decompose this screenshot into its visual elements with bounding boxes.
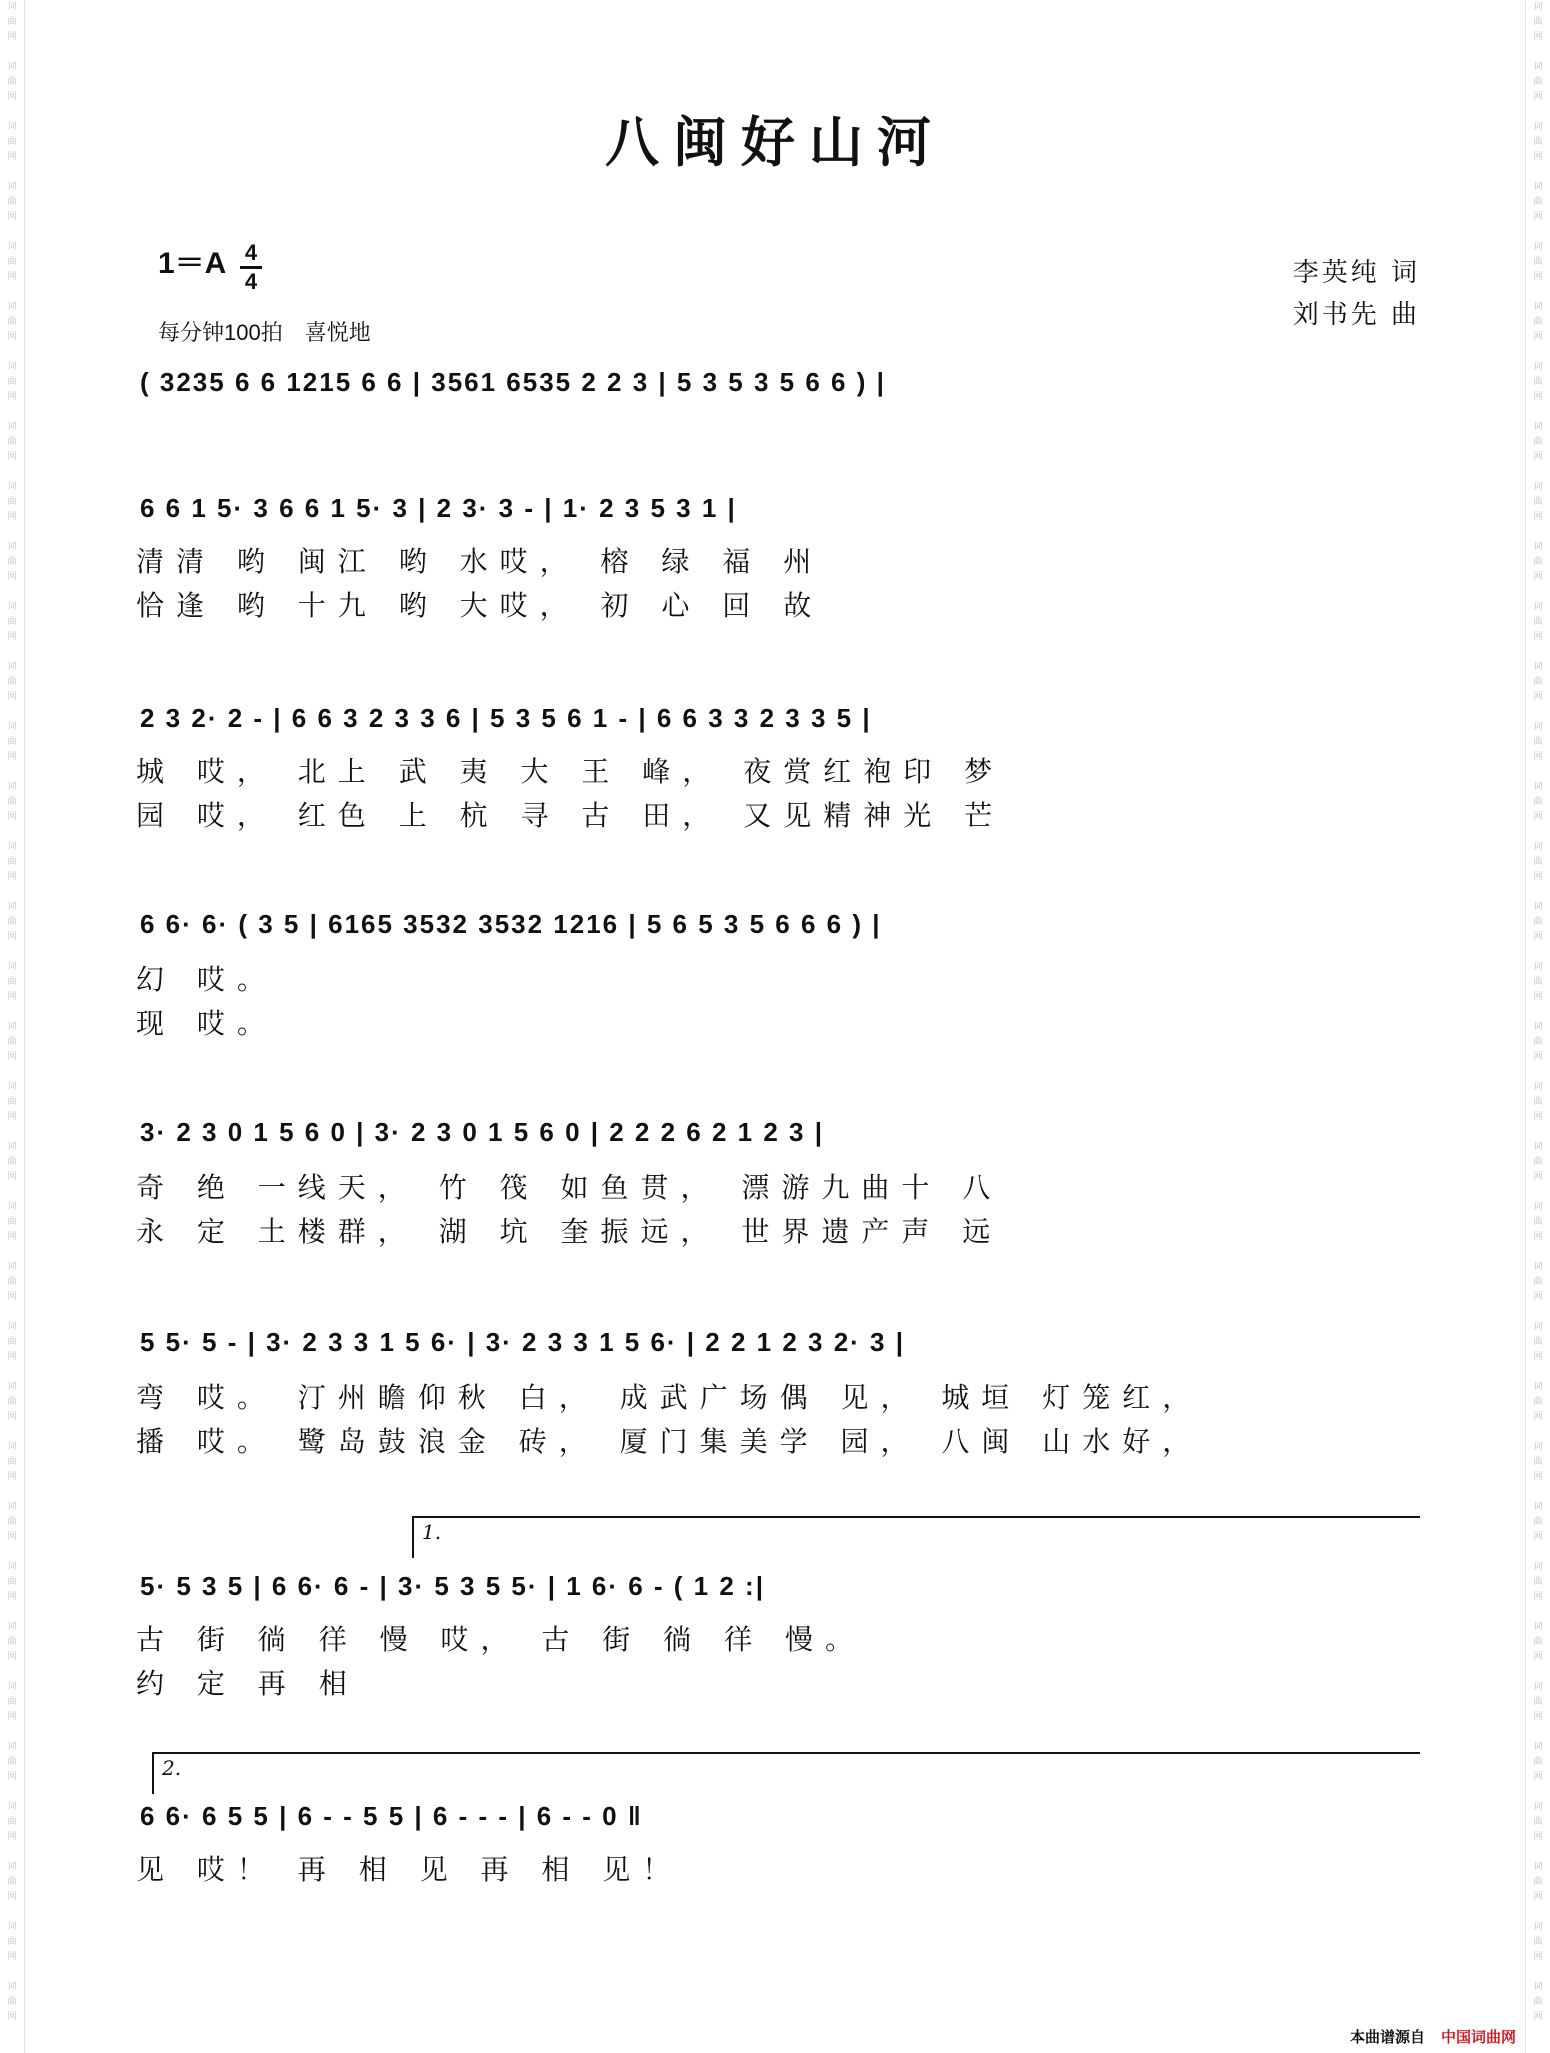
watermark-text: 词 曲 网	[7, 722, 17, 762]
lyric-verse-1: 古 街 徜 徉 慢 哎， 古 街 徜 徉 慢。	[136, 1623, 866, 1656]
watermark-text: 词 曲 网	[7, 602, 17, 642]
watermark-text: 词 曲 网	[1533, 302, 1543, 342]
watermark-text: 词 曲 网	[1533, 1622, 1543, 1662]
watermark-text: 词 曲 网	[7, 1682, 17, 1722]
watermark-text: 词 曲 网	[1533, 842, 1543, 882]
watermark-text: 词 曲 网	[1533, 1802, 1543, 1842]
score-system-1	[140, 362, 1422, 402]
watermark-text: 词 曲 网	[1533, 1262, 1543, 1302]
watermark-text: 词 曲 网	[7, 662, 17, 702]
watermark-text: 词 曲 网	[7, 1742, 17, 1782]
lyric-verse-2: 永 定 土楼群， 湖 坑 奎振远， 世界遗产声 远	[136, 1215, 1003, 1248]
watermark-text: 词 曲 网	[7, 1802, 17, 1842]
watermark-text: 词 曲 网	[1533, 1442, 1543, 1482]
watermark-text: 词 曲 网	[7, 1922, 17, 1962]
notation-line: 5 5· 5 - | 3· 2 3 3 1 5 6· | 3· 2 3 3 1 5 6· | 2 2 1 2 3 2· 3 |	[140, 1327, 906, 1357]
watermark-text: 词 曲 网	[7, 782, 17, 822]
watermark-text: 词 曲 网	[1533, 902, 1543, 942]
score-system-6	[140, 1322, 1422, 1362]
tempo-marking: 每分钟100拍 喜悦地	[158, 320, 371, 345]
lyric-verse-1: 见 哎！ 再 相 见 再 相 见！	[136, 1853, 683, 1886]
time-signature	[240, 240, 262, 295]
watermark-text: 词 曲 网	[1533, 1742, 1543, 1782]
notation-line: 3· 2 3 0 1 5 6 0 | 3· 2 3 0 1 5 6 0 | 2 2 2 6 2 1 2 3 |	[140, 1117, 824, 1147]
watermark-text: 词 曲 网	[1533, 542, 1543, 582]
key-signature: 1＝A	[158, 247, 227, 280]
watermark-text: 词 曲 网	[7, 1502, 17, 1542]
watermark-text: 词 曲 网	[7, 122, 17, 162]
watermark-text: 词 曲 网	[1533, 662, 1543, 702]
first-ending-bracket	[412, 1516, 1420, 1558]
watermark-text: 词 曲 网	[7, 302, 17, 342]
notation-line: ( 3235 6 6 1215 6 6 | 3561 6535 2 2 3 | 5 3 5 3 5 6 6 ) |	[140, 367, 886, 397]
right-watermark-strip	[1525, 0, 1550, 2053]
source-footer	[1350, 2026, 1516, 2047]
watermark-text: 词 曲 网	[7, 62, 17, 102]
notation-line: 6 6· 6 5 5 | 6 - - 5 5 | 6 - - - | 6 - - 0 ‖	[140, 1801, 643, 1831]
score-system-8	[140, 1796, 1422, 1836]
watermark-text: 词 曲 网	[7, 1022, 17, 1062]
watermark-text: 词 曲 网	[1533, 62, 1543, 102]
watermark-text: 词 曲 网	[1533, 2, 1543, 42]
watermark-text: 词 曲 网	[1533, 362, 1543, 402]
notation-line: 5· 5 3 5 | 6 6· 6 - | 3· 5 3 5 5· | 1 6· 6 - ( 1 2 :|	[140, 1571, 765, 1601]
lyric-verse-1: 弯 哎。 汀州瞻仰秋 白， 成武广场偶 见， 城垣 灯笼红，	[136, 1381, 1203, 1414]
watermark-text: 词 曲 网	[7, 1082, 17, 1122]
watermark-text: 词 曲 网	[1533, 1562, 1543, 1602]
time-signature-top: 4	[244, 240, 258, 265]
left-watermark-strip	[0, 0, 25, 2053]
watermark-text: 词 曲 网	[7, 1862, 17, 1902]
score-system-2	[140, 488, 1422, 528]
score-system-3	[140, 698, 1422, 738]
watermark-text: 词 曲 网	[1533, 1022, 1543, 1062]
time-signature-bottom: 4	[244, 269, 258, 294]
watermark-text: 词 曲 网	[1533, 782, 1543, 822]
watermark-text: 词 曲 网	[1533, 602, 1543, 642]
watermark-text: 词 曲 网	[7, 1142, 17, 1182]
lyric-verse-1: 奇 绝 一线天， 竹 筏 如鱼贯， 漂游九曲十 八	[136, 1171, 1003, 1204]
watermark-text: 词 曲 网	[7, 902, 17, 942]
lyric-verse-2: 播 哎。 鹭岛鼓浪金 砖， 厦门集美学 园， 八闽 山水好，	[136, 1425, 1203, 1458]
composer-credit: 刘书先 曲	[1292, 300, 1420, 330]
lyric-verse-1: 城 哎， 北上 武 夷 大 王 峰， 夜赏红袍印 梦	[136, 755, 1005, 788]
lyric-verse-2: 现 哎。	[136, 1007, 277, 1040]
watermark-text: 词 曲 网	[7, 1262, 17, 1302]
watermark-text: 词 曲 网	[1533, 242, 1543, 282]
watermark-text: 词 曲 网	[1533, 482, 1543, 522]
watermark-text: 词 曲 网	[7, 182, 17, 222]
score-system-5	[140, 1112, 1422, 1152]
watermark-text: 词 曲 网	[7, 1442, 17, 1482]
watermark-text: 词 曲 网	[1533, 1082, 1543, 1122]
watermark-text: 词 曲 网	[1533, 1982, 1543, 2022]
watermark-text: 词 曲 网	[7, 1322, 17, 1362]
watermark-text: 词 曲 网	[1533, 1382, 1543, 1422]
notation-line: 6 6 1 5· 3 6 6 1 5· 3 | 2 3· 3 - | 1· 2 3 5 3 1 |	[140, 493, 737, 523]
second-ending-bracket	[152, 1752, 1420, 1794]
watermark-text: 词 曲 网	[7, 1202, 17, 1242]
watermark-text: 词 曲 网	[1533, 1922, 1543, 1962]
volta-label: 2.	[162, 1756, 182, 1780]
notation-line: 6 6· 6· ( 3 5 | 6165 3532 3532 1216 | 5 6 5 3 5 6 6 6 ) |	[140, 909, 882, 939]
watermark-text: 词 曲 网	[1533, 1322, 1543, 1362]
lyric-verse-2: 园 哎， 红色 上 杭 寻 古 田， 又见精神光 芒	[136, 799, 1005, 832]
watermark-text: 词 曲 网	[7, 1382, 17, 1422]
lyric-verse-1: 清清 哟 闽江 哟 水哎， 榕 绿 福 州	[136, 545, 824, 578]
notation-line: 2 3 2· 2 - | 6 6 3 2 3 3 6 | 5 3 5 6 1 - | 6 6 3 3 2 3 3 5 |	[140, 703, 872, 733]
watermark-text: 词 曲 网	[7, 842, 17, 882]
watermark-text: 词 曲 网	[7, 242, 17, 282]
watermark-text: 词 曲 网	[1533, 1862, 1543, 1902]
watermark-text: 词 曲 网	[1533, 122, 1543, 162]
watermark-text: 词 曲 网	[7, 1982, 17, 2022]
watermark-text: 词 曲 网	[1533, 1682, 1543, 1722]
lyric-verse-2: 约 定 再 相	[136, 1667, 359, 1700]
footer-source-text: 本曲谱源自	[1349, 2029, 1425, 2046]
watermark-text: 词 曲 网	[1533, 1202, 1543, 1242]
watermark-text: 词 曲 网	[7, 1562, 17, 1602]
watermark-text: 词 曲 网	[7, 362, 17, 402]
watermark-text: 词 曲 网	[1533, 722, 1543, 762]
watermark-text: 词 曲 网	[7, 2, 17, 42]
watermark-text: 词 曲 网	[1533, 422, 1543, 462]
lyricist-credit: 李英纯 词	[1292, 258, 1420, 288]
watermark-text: 词 曲 网	[7, 542, 17, 582]
volta-label: 1.	[422, 1520, 442, 1544]
song-title: 八闽好山河	[605, 110, 945, 174]
lyric-verse-2: 恰逢 哟 十九 哟 大哎， 初 心 回 故	[136, 589, 824, 622]
watermark-text: 词 曲 网	[7, 962, 17, 1002]
score-system-4	[140, 904, 1422, 944]
watermark-text: 词 曲 网	[7, 422, 17, 462]
watermark-text: 词 曲 网	[1533, 1502, 1543, 1542]
score-system-7	[140, 1566, 1422, 1606]
watermark-text: 词 曲 网	[1533, 182, 1543, 222]
watermark-text: 词 曲 网	[7, 482, 17, 522]
watermark-text: 词 曲 网	[1533, 1142, 1543, 1182]
watermark-text: 词 曲 网	[7, 1622, 17, 1662]
lyric-verse-1: 幻 哎。	[136, 963, 277, 996]
watermark-text: 词 曲 网	[1533, 962, 1543, 1002]
footer-site-link[interactable]: 中国词曲网	[1440, 2029, 1516, 2046]
